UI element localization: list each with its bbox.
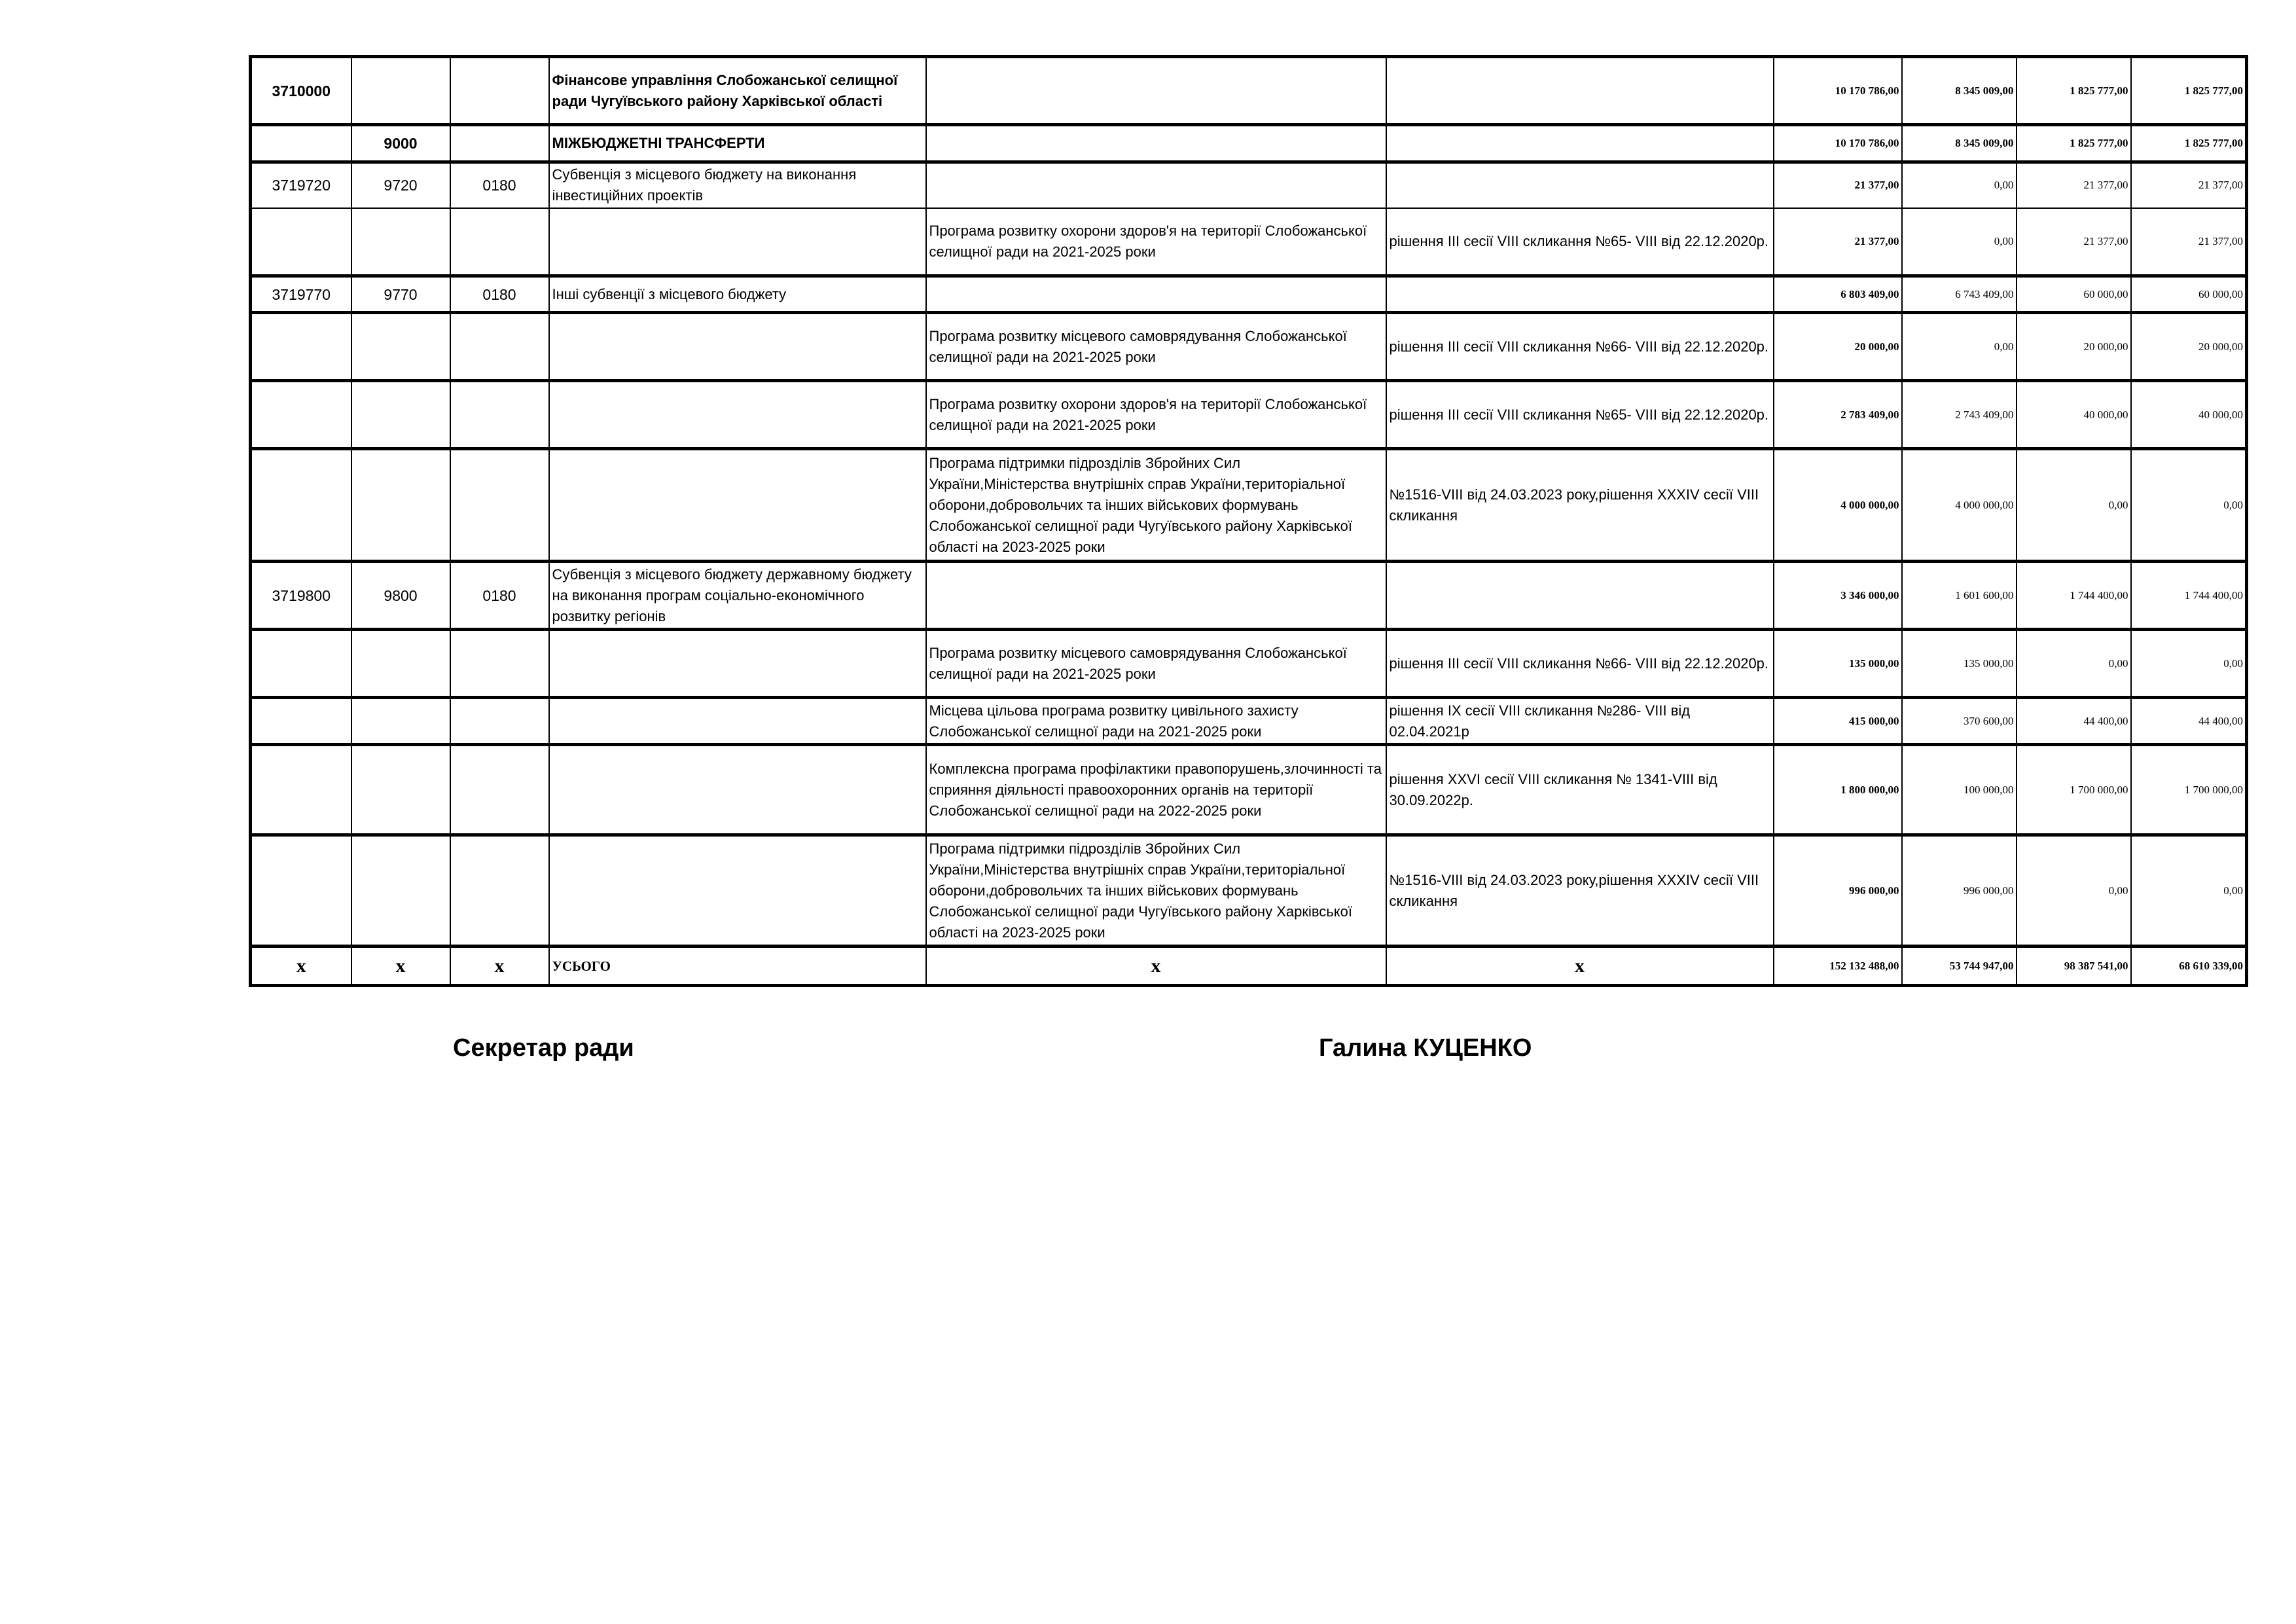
kfk-cell (450, 698, 549, 745)
total-cell: 2 783 409,00 (1774, 381, 1902, 449)
kpk-cell: 9800 (351, 562, 450, 630)
name-cell: Інші субвенції з місцевого бюджету (549, 276, 926, 313)
decision-cell: рішення ІІІ сесії VIII скликання №66- VIII від 22.12.2020р. (1386, 313, 1774, 381)
kpkv-cell: 3719770 (251, 276, 351, 313)
kfk-cell (450, 313, 549, 381)
name-cell (549, 745, 926, 835)
development-budget-cell: 44 400,00 (2131, 698, 2247, 745)
general-fund-cell: 8 345 009,00 (1902, 57, 2017, 125)
decision-cell: рішення XXVI сесії VIII скликання № 1341-VIII від 30.09.2022р. (1386, 745, 1774, 835)
kpkv-cell: 3719720 (251, 162, 351, 208)
total-row (251, 947, 2247, 986)
kpk-cell: 9720 (351, 162, 450, 208)
total-cell: 6 803 409,00 (1774, 276, 1902, 313)
special-fund-cell: 0,00 (2017, 835, 2131, 947)
program-cell: Комплексна програма профілактики правопорушень,злочинності та сприяння діяльності правоохоронних органів на території Слобожанської селищної ради на 2022-2025 роки (926, 745, 1386, 835)
special-fund-cell: 1 825 777,00 (2017, 125, 2131, 162)
kfk-cell (450, 381, 549, 449)
development-budget-cell: 20 000,00 (2131, 313, 2247, 381)
total-x-marker: х (926, 947, 1386, 986)
kfk-cell (450, 208, 549, 276)
kpk-cell (351, 313, 450, 381)
kfk-cell: 0180 (450, 562, 549, 630)
kfk-cell (450, 449, 549, 562)
program-cell: Програма розвитку місцевого самоврядування Слобожанської селищної ради на 2021-2025 роки (926, 630, 1386, 698)
name-cell (549, 630, 926, 698)
table-row (251, 162, 2247, 208)
table-row (251, 381, 2247, 449)
table-row (251, 276, 2247, 313)
total-label: УСЬОГО (549, 947, 926, 986)
kpkv-cell (251, 313, 351, 381)
decision-cell: рішення ІХ сесії VIII скликання №286- VIII від 02.04.2021р (1386, 698, 1774, 745)
general-fund-cell: 996 000,00 (1902, 835, 2017, 947)
special-fund-cell: 21 377,00 (2017, 162, 2131, 208)
kpkv-cell (251, 208, 351, 276)
general-fund-cell: 0,00 (1902, 313, 2017, 381)
grand-total-cell: 152 132 488,00 (1774, 947, 1902, 986)
development-budget-cell: 60 000,00 (2131, 276, 2247, 313)
development-budget-cell: 1 825 777,00 (2131, 57, 2247, 125)
general-fund-cell: 4 000 000,00 (1902, 449, 2017, 562)
table-row (251, 562, 2247, 630)
name-cell (549, 208, 926, 276)
name-cell (549, 835, 926, 947)
signature-title: Секретар ради (453, 1034, 634, 1062)
table-row (251, 449, 2247, 562)
kpk-cell (351, 835, 450, 947)
development-budget-cell: 21 377,00 (2131, 162, 2247, 208)
kpk-cell (351, 57, 450, 125)
general-fund-cell: 135 000,00 (1902, 630, 2017, 698)
kpk-cell (351, 698, 450, 745)
total-x-marker: х (251, 947, 351, 986)
total-cell: 1 800 000,00 (1774, 745, 1902, 835)
special-fund-cell: 40 000,00 (2017, 381, 2131, 449)
special-fund-cell: 0,00 (2017, 630, 2131, 698)
kpk-cell: 9000 (351, 125, 450, 162)
grand-general-fund-cell: 53 744 947,00 (1902, 947, 2017, 986)
development-budget-cell: 1 825 777,00 (2131, 125, 2247, 162)
kfk-cell (450, 125, 549, 162)
total-cell: 996 000,00 (1774, 835, 1902, 947)
kpk-cell (351, 208, 450, 276)
name-cell: МІЖБЮДЖЕТНІ ТРАНСФЕРТИ (549, 125, 926, 162)
decision-cell: рішення ІІІ сесії VIII скликання №65- VIII від 22.12.2020р. (1386, 381, 1774, 449)
decision-cell: рішення ІІІ сесії VIII скликання №66- VIII від 22.12.2020р. (1386, 630, 1774, 698)
name-cell: Фінансове управління Слобожанської селищної ради Чугуївського району Харківської області (549, 57, 926, 125)
decision-cell (1386, 562, 1774, 630)
total-cell: 10 170 786,00 (1774, 125, 1902, 162)
total-x-marker: х (450, 947, 549, 986)
total-cell: 135 000,00 (1774, 630, 1902, 698)
special-fund-cell: 21 377,00 (2017, 208, 2131, 276)
program-cell: Програма підтримки підрозділів Збройних Сил України,Міністерства внутрішніх справ України,територіальної оборони,добровольчих та інших військових формувань Слобожанської селищної ради Чугуївського району Харківської області на 2023-2025 роки (926, 835, 1386, 947)
kpkv-cell (251, 835, 351, 947)
kfk-cell (450, 835, 549, 947)
kpkv-cell (251, 125, 351, 162)
decision-cell: №1516-VIII від 24.03.2023 року,рішення XXXIV сесії VIII скликання (1386, 449, 1774, 562)
development-budget-cell: 1 744 400,00 (2131, 562, 2247, 630)
total-cell: 10 170 786,00 (1774, 57, 1902, 125)
table-row (251, 745, 2247, 835)
grand-development-budget-cell: 68 610 339,00 (2131, 947, 2247, 986)
kfk-cell (450, 57, 549, 125)
grand-special-fund-cell: 98 387 541,00 (2017, 947, 2131, 986)
table-row (251, 630, 2247, 698)
table-row (251, 57, 2247, 125)
table-row (251, 698, 2247, 745)
development-budget-cell: 0,00 (2131, 449, 2247, 562)
special-fund-cell: 1 700 000,00 (2017, 745, 2131, 835)
decision-cell (1386, 125, 1774, 162)
development-budget-cell: 0,00 (2131, 835, 2247, 947)
program-cell (926, 57, 1386, 125)
general-fund-cell: 370 600,00 (1902, 698, 2017, 745)
decision-cell: рішення ІІІ сесії VIII скликання №65- VIII від 22.12.2020р. (1386, 208, 1774, 276)
development-budget-cell: 1 700 000,00 (2131, 745, 2247, 835)
name-cell (549, 449, 926, 562)
program-cell: Програма розвитку охорони здоров'я на території Слобожанської селищної ради на 2021-2025 роки (926, 381, 1386, 449)
kfk-cell: 0180 (450, 276, 549, 313)
general-fund-cell: 8 345 009,00 (1902, 125, 2017, 162)
table-row (251, 313, 2247, 381)
development-budget-cell: 40 000,00 (2131, 381, 2247, 449)
name-cell: Субвенція з місцевого бюджету державному бюджету на виконання програм соціально-економічного розвитку регіонів (549, 562, 926, 630)
name-cell (549, 698, 926, 745)
total-cell: 21 377,00 (1774, 162, 1902, 208)
special-fund-cell: 1 744 400,00 (2017, 562, 2131, 630)
program-cell: Програма розвитку місцевого самоврядування Слобожанської селищної ради на 2021-2025 роки (926, 313, 1386, 381)
total-cell: 21 377,00 (1774, 208, 1902, 276)
kpk-cell (351, 745, 450, 835)
program-cell: Програма підтримки підрозділів Збройних Сил України,Міністерства внутрішніх справ України,територіальної оборони,добровольчих та інших військових формувань Слобожанської селищної ради Чугуївського району Харківської області на 2023-2025 роки (926, 449, 1386, 562)
special-fund-cell: 60 000,00 (2017, 276, 2131, 313)
kfk-cell (450, 630, 549, 698)
special-fund-cell: 1 825 777,00 (2017, 57, 2131, 125)
total-cell: 20 000,00 (1774, 313, 1902, 381)
program-cell (926, 562, 1386, 630)
total-x-marker: х (351, 947, 450, 986)
general-fund-cell: 0,00 (1902, 208, 2017, 276)
development-budget-cell: 0,00 (2131, 630, 2247, 698)
budget-table (249, 55, 2248, 987)
kpk-cell (351, 449, 450, 562)
table-row (251, 208, 2247, 276)
program-cell (926, 162, 1386, 208)
decision-cell (1386, 57, 1774, 125)
kpk-cell: 9770 (351, 276, 450, 313)
decision-cell: №1516-VIII від 24.03.2023 року,рішення XXXIV сесії VIII скликання (1386, 835, 1774, 947)
general-fund-cell: 0,00 (1902, 162, 2017, 208)
kpkv-cell (251, 698, 351, 745)
general-fund-cell: 2 743 409,00 (1902, 381, 2017, 449)
general-fund-cell: 6 743 409,00 (1902, 276, 2017, 313)
general-fund-cell: 100 000,00 (1902, 745, 2017, 835)
special-fund-cell: 20 000,00 (2017, 313, 2131, 381)
special-fund-cell: 0,00 (2017, 449, 2131, 562)
name-cell (549, 313, 926, 381)
kfk-cell: 0180 (450, 162, 549, 208)
special-fund-cell: 44 400,00 (2017, 698, 2131, 745)
development-budget-cell: 21 377,00 (2131, 208, 2247, 276)
table-row (251, 835, 2247, 947)
name-cell (549, 381, 926, 449)
total-cell: 4 000 000,00 (1774, 449, 1902, 562)
program-cell (926, 125, 1386, 162)
total-x-marker: х (1386, 947, 1774, 986)
kpk-cell (351, 381, 450, 449)
kpkv-cell: 3719800 (251, 562, 351, 630)
kfk-cell (450, 745, 549, 835)
kpkv-cell: 3710000 (251, 57, 351, 125)
table-row (251, 125, 2247, 162)
program-cell (926, 276, 1386, 313)
kpkv-cell (251, 381, 351, 449)
decision-cell (1386, 276, 1774, 313)
decision-cell (1386, 162, 1774, 208)
general-fund-cell: 1 601 600,00 (1902, 562, 2017, 630)
name-cell: Субвенція з місцевого бюджету на виконання інвестиційних проектів (549, 162, 926, 208)
program-cell: Програма розвитку охорони здоров'я на території Слобожанської селищної ради на 2021-2025 роки (926, 208, 1386, 276)
program-cell: Місцева цільова програма розвитку цивільного захисту Слобожанської селищної ради на 2021-2025 роки (926, 698, 1386, 745)
kpkv-cell (251, 630, 351, 698)
total-cell: 3 346 000,00 (1774, 562, 1902, 630)
total-cell: 415 000,00 (1774, 698, 1902, 745)
kpkv-cell (251, 449, 351, 562)
signature-name: Галина КУЦЕНКО (1319, 1034, 1532, 1062)
kpk-cell (351, 630, 450, 698)
kpkv-cell (251, 745, 351, 835)
